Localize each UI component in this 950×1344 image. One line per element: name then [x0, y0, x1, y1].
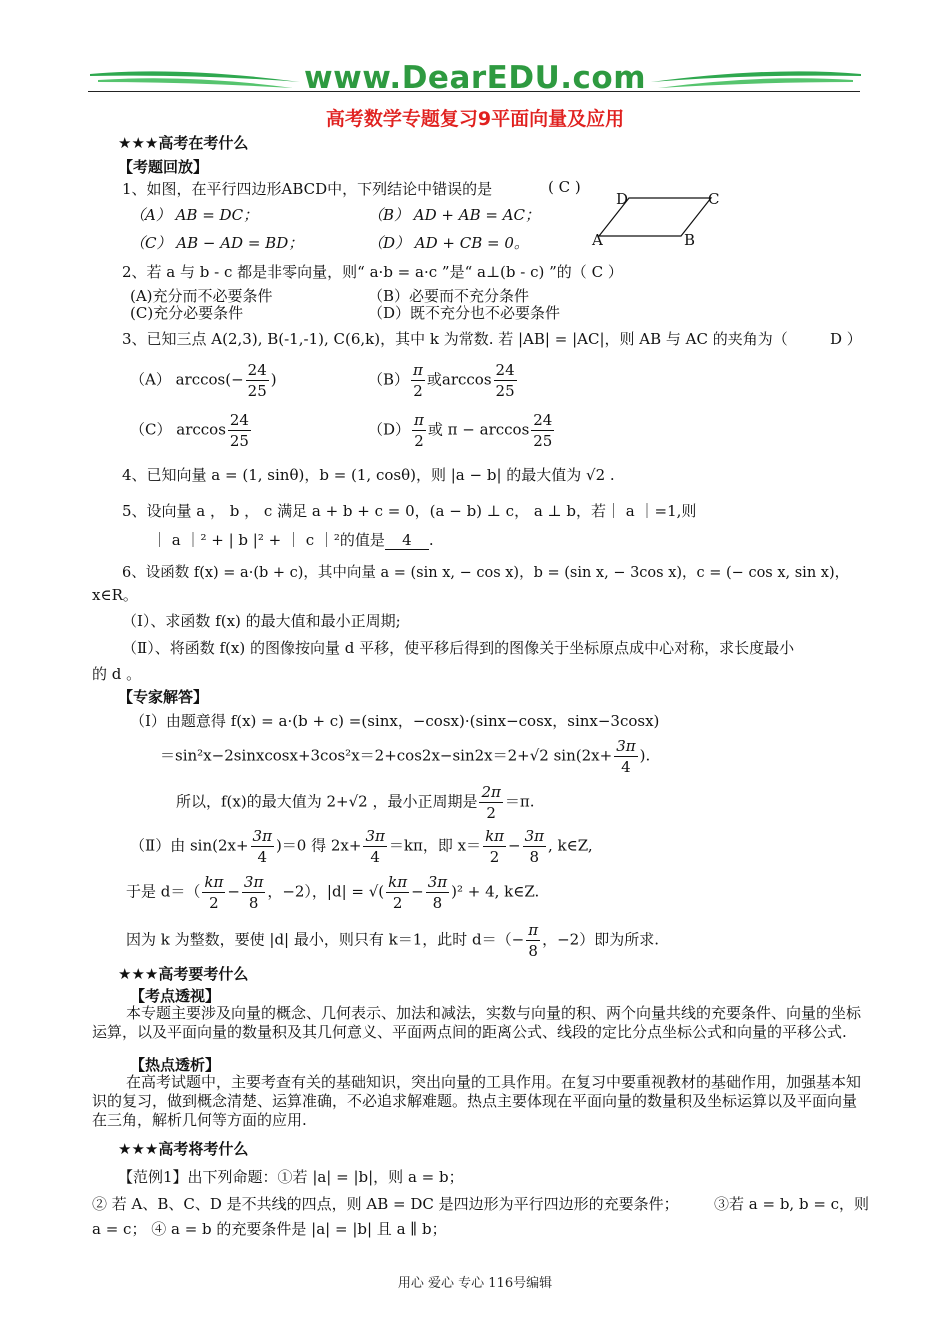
numerator: 2π — [481, 783, 501, 801]
fraction — [363, 826, 386, 867]
numerator: 3π — [365, 827, 385, 845]
q5-line2-text: ｜ a ｜² + | b |² + ｜ c ｜²的值是 — [152, 531, 385, 549]
q6-part2b: 的 d 。 — [92, 665, 142, 683]
expert-heading: 【专家解答】 — [118, 688, 209, 706]
sol-l4-d: − — [508, 836, 521, 855]
fraction — [246, 360, 269, 401]
header-rule — [88, 91, 860, 92]
solution-line5 — [126, 872, 539, 913]
q3-answer: D ） — [830, 330, 862, 348]
numerator: 3π — [616, 737, 636, 755]
example1-line1: 【范例1】出下列命题：①若 |a| = |b|，则 a = b； — [118, 1168, 464, 1186]
sol-l4-e: , k∈Z, — [548, 836, 593, 855]
q6-part2a: （Ⅱ）、将函数 f(x) 的图像按向量 d 平移，使平移后得到的图像关于坐标原点成中心对称，求长度最小 — [122, 639, 795, 657]
sol-l4-a: （Ⅱ）由 sin(2x+ — [130, 836, 249, 855]
numerator: kπ — [204, 873, 224, 891]
q4-text: 4、已知向量 a = (1, sinθ)，b = (1, cosθ)，则 |a − b| 的最大值为 √2 . — [122, 466, 615, 484]
fraction — [251, 826, 274, 867]
denominator: 4 — [257, 848, 268, 866]
fraction — [228, 410, 251, 451]
q2-option-a: (A)充分而不必要条件 — [130, 287, 273, 305]
sol-l4-c: ＝kπ，即 x＝ — [388, 836, 482, 855]
q5-answer: 4 — [385, 531, 429, 550]
page-title: 高考数学专题复习9平面向量及应用 — [325, 108, 625, 130]
sol-l5-a: 于是 d＝（ — [126, 882, 201, 901]
denominator: 2 — [489, 848, 500, 866]
solution-line4 — [130, 826, 593, 867]
q3-option-d — [368, 410, 556, 451]
denominator: 25 — [229, 432, 249, 450]
fig-label-b: B — [684, 231, 696, 249]
sol-l5-c: ，−2），|d| = √( — [267, 882, 385, 901]
numerator: 24 — [533, 411, 553, 429]
numerator: 24 — [495, 361, 515, 379]
fig-label-a: A — [592, 231, 603, 249]
q2-option-c: (C)充分必要条件 — [130, 304, 244, 322]
q1-option-c: （C） AB − AD = BD； — [130, 234, 304, 252]
parallelogram-figure — [585, 188, 725, 250]
q3-option-c — [130, 410, 253, 451]
denominator: 8 — [248, 894, 259, 912]
sol-l3-close: ＝π. — [504, 792, 535, 811]
solution-line6 — [126, 920, 659, 961]
numerator: kπ — [485, 827, 505, 845]
numerator: 24 — [229, 411, 249, 429]
sol-l6-text: 因为 k 为整数，要使 |d| 最小，则只有 k＝1，此时 d＝（− — [126, 930, 525, 949]
sol-l5-d: − — [411, 882, 424, 901]
focus-heading: 【考点透视】 — [130, 987, 221, 1005]
numerator: π — [528, 921, 539, 939]
numerator: 24 — [247, 361, 267, 379]
sol-l2-close: ). — [639, 746, 651, 765]
q3-b-text: 或arccos — [426, 370, 492, 389]
denominator: 2 — [413, 382, 423, 400]
fraction — [526, 920, 540, 961]
sol-l3-text: 所以，f(x)的最大值为 2+√2 ，最小正周期是 — [176, 792, 478, 811]
fraction — [202, 872, 225, 913]
review-heading: 【考题回放】 — [118, 158, 209, 176]
q3-d-text: 或 π − arccos — [427, 420, 530, 439]
right-swoosh-decoration — [648, 64, 863, 92]
q3-a-close: ) — [270, 370, 277, 389]
fraction — [411, 360, 425, 401]
numerator: 3π — [427, 873, 448, 891]
fig-label-c: C — [708, 190, 720, 208]
fraction — [412, 410, 426, 451]
fraction — [242, 872, 265, 913]
sol-l5-e: )² + 4, k∈Z. — [451, 882, 540, 901]
numerator: 3π — [243, 873, 264, 891]
q2-option-d: （D）既不充分也不必要条件 — [368, 304, 561, 322]
q5-period: . — [428, 531, 434, 549]
q6-line2: x∈R。 — [92, 586, 138, 604]
fraction — [531, 410, 554, 451]
denominator: 4 — [621, 758, 631, 776]
q3-option-b — [368, 360, 519, 401]
q2-option-b: （B）必要而不充分条件 — [368, 287, 530, 305]
q1-option-d: （D） AD + CB = 0。 — [368, 234, 529, 252]
hot-heading: 【热点透析】 — [130, 1056, 221, 1074]
q5-line1: 5、设向量 a ， b ， c 满足 a + b + c = 0，(a − b) ⊥ c， a ⊥ b，若｜ a ｜=1,则 — [122, 502, 697, 520]
denominator: 25 — [533, 432, 553, 450]
denominator: 25 — [495, 382, 515, 400]
denominator: 8 — [529, 848, 540, 866]
denominator: 2 — [414, 432, 424, 450]
section-heading-2: ★★★高考要考什么 — [118, 965, 249, 983]
site-logo[interactable]: www.DearEDU.com — [303, 60, 646, 96]
focus-paragraph: 本专题主要涉及向量的概念、几何表示、加法和减法，实数与向量的积、两个向量共线的充要条件、向量的坐标运算，以及平面向量的数量积及其几何意义、平面两点间的距离公式、线段的定比分点坐标公式和向量的平移公式. — [92, 1004, 862, 1041]
q3-b-label: （B） — [368, 370, 410, 389]
q2-stem: 2、若 a 与 b - c 都是非零向量，则“ a·b = a·c ”是“ a⊥(b - c) ”的（ C ） — [122, 263, 623, 281]
fraction — [523, 826, 546, 867]
sol-l6-close: ，−2）即为所求. — [542, 930, 659, 949]
fraction — [614, 736, 637, 777]
denominator: 25 — [247, 382, 267, 400]
numerator: 3π — [252, 827, 272, 845]
solution-line1: （Ⅰ）由题意得 f(x) = a·(b + c) =(sinx，−cosx)·(sinx−cosx，sinx−3cosx) — [130, 712, 660, 730]
q3-c-text: （C） arccos — [130, 420, 226, 439]
numerator: 3π — [524, 827, 544, 845]
denominator: 2 — [392, 894, 403, 912]
denominator: 4 — [370, 848, 380, 866]
q6-part1: （Ⅰ）、求函数 f(x) 的最大值和最小正周期; — [122, 612, 401, 630]
denominator: 8 — [432, 894, 443, 912]
numerator: π — [413, 361, 423, 379]
fraction — [386, 872, 409, 913]
section-heading-3: ★★★高考将考什么 — [118, 1140, 249, 1158]
q1-option-a: （A） AB = DC； — [130, 206, 259, 224]
denominator: 8 — [528, 942, 538, 960]
q3-d-label: （D） — [368, 420, 411, 439]
solution-line3 — [176, 782, 535, 823]
solution-line2 — [160, 736, 650, 777]
fraction — [426, 872, 449, 913]
sol-l4-b: )＝0 得 2x+ — [275, 836, 362, 855]
q3-a-text: （A） arccos(− — [130, 370, 244, 389]
numerator: kπ — [388, 873, 408, 891]
q1-answer: ( C ) — [548, 178, 581, 196]
example1-line2b: ③若 a = b, b = c，则 — [714, 1195, 870, 1213]
fraction — [494, 360, 517, 401]
example1-line3: a = c； ④ a = b 的充要条件是 |a| = |b| 且 a ∥ b； — [92, 1220, 447, 1238]
q1-option-b: （B） AD + AB = AC； — [368, 206, 541, 224]
sol-l5-b: − — [227, 882, 240, 901]
section-heading-1: ★★★高考在考什么 — [118, 134, 249, 152]
example1-line2a: ② 若 A、B、C、D 是不共线的四点，则 AB = DC 是四边形为平行四边形的充要条件； — [92, 1195, 679, 1213]
q5-line2 — [152, 529, 434, 550]
q1-stem: 1、如图，在平行四边形ABCD中，下列结论中错误的是 — [122, 180, 493, 198]
q3-option-a — [130, 360, 277, 401]
q3-stem: 3、已知三点 A(2,3), B(-1,-1), C(6,k)，其中 k 为常数. 若 |AB| = |AC|，则 AB 与 AC 的夹角为（ — [122, 330, 788, 348]
denominator: 2 — [486, 804, 496, 822]
left-swoosh-decoration — [88, 64, 303, 92]
sol-l2-text: ＝sin²x−2sinxcosx+3cos²x＝2+cos2x−sin2x＝2+√2 sin(2x+ — [160, 746, 613, 765]
q6-line1: 6、设函数 f(x) = a·(b + c)，其中向量 a = (sin x, − cos x)，b = (sin x, − 3cos x)，c = (− cos x, sin x)， — [122, 565, 850, 581]
fig-label-d: D — [616, 190, 629, 208]
page-footer: 用心 爱心 专心 116号编辑 — [397, 1276, 553, 1291]
fraction — [483, 826, 506, 867]
hot-paragraph: 在高考试题中，主要考查有关的基础知识，突出向量的工具作用。在复习中要重视教材的基础作用，加强基本知识的复习，做到概念清楚、运算准确，不必追求解难题。热点主要体现在平面向量的数量积及坐标运算以及平面向量在三角，解析几何等方面的应用. — [92, 1073, 862, 1129]
fraction — [479, 782, 502, 823]
numerator: π — [414, 411, 424, 429]
denominator: 2 — [209, 894, 219, 912]
